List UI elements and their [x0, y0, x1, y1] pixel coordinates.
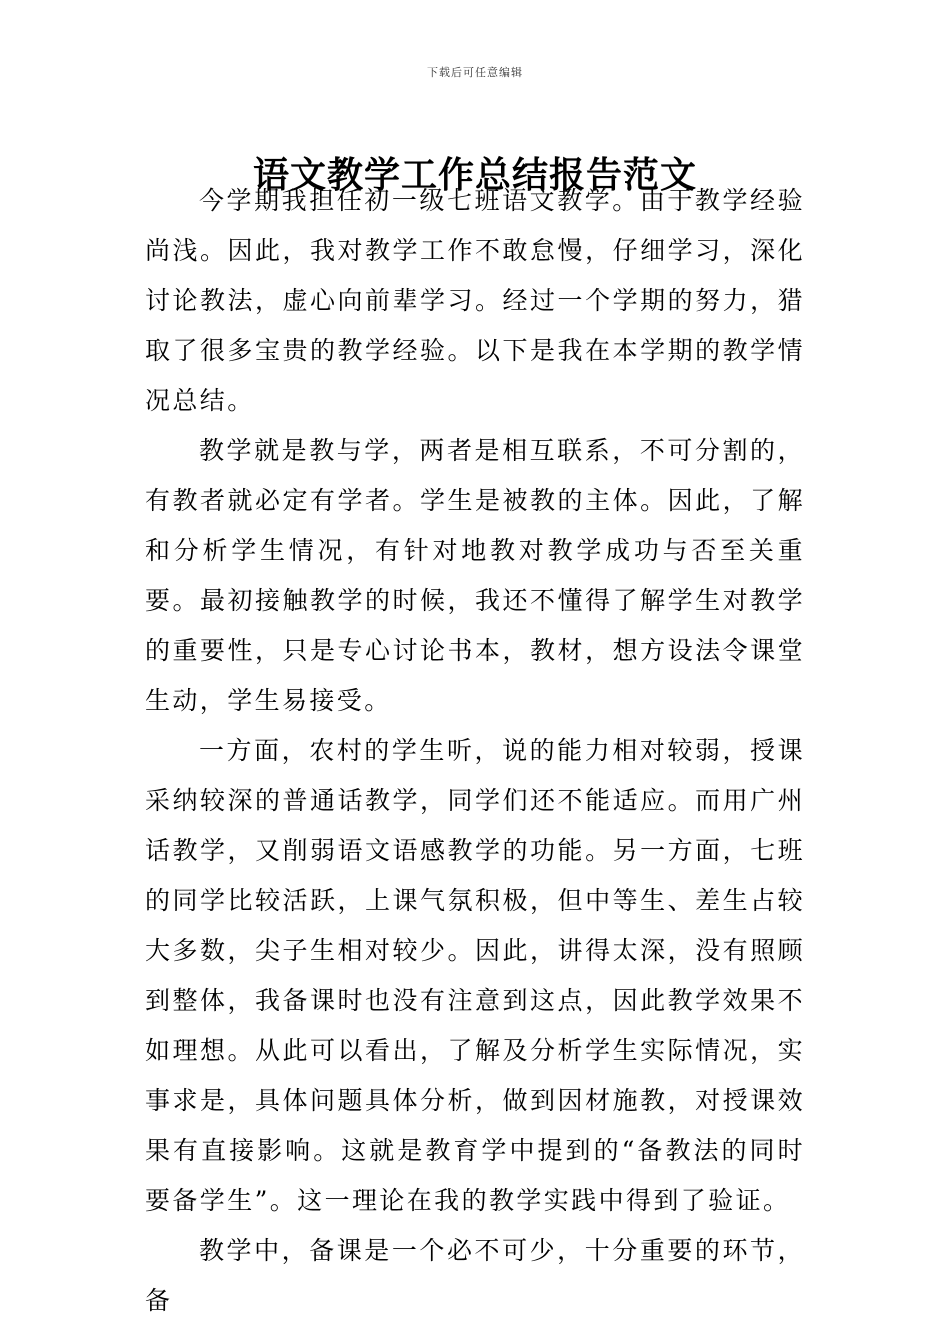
paragraph-2: 教学就是教与学，两者是相互联系，不可分割的，有教者就必定有学者。学生是被教的主体。因此，了解和分析学生情况，有针对地教对教学成功与否至关重要。最初接触教学的时候，我还不懂得了解学生对教学的重要性，只是专心讨论书本，教材，想方设法令课堂生动，学生易接受。	[145, 436, 805, 715]
paragraph-4: 教学中，备课是一个必不可少，十分重要的环节，备	[145, 1236, 805, 1315]
paragraph-3: 一方面，农村的学生听，说的能力相对较弱，授课采纳较深的普通话教学，同学们还不能适应。而用广州话教学，又削弱语文语感教学的功能。另一方面，七班的同学比较活跃，上课气氛积极，但中等生、差生占较大多数，尖子生相对较少。因此，讲得太深，没有照顾到整体，我备课时也没有注意到这点，因此教学效果不如理想。从此可以看出，了解及分析学生实际情况，实事求是，具体问题具体分析，做到因材施教，对授课效果有直接影响。这就是教育学中提到的“备教法的同时要备学生”。这一理论在我的教学实践中得到了验证。	[145, 736, 805, 1215]
document-body	[145, 176, 805, 1326]
paragraph-1: 今学期我担任初一级七班语文教学。由于教学经验尚浅。因此，我对教学工作不敢怠慢，仔细学习，深化讨论教法，虚心向前辈学习。经过一个学期的努力，猎取了很多宝贵的教学经验。以下是我在本学期的教学情况总结。	[145, 186, 805, 415]
document-title: 语文教学工作总结报告范文	[252, 155, 697, 197]
page-header-note: 下载后可任意编辑	[427, 66, 523, 79]
